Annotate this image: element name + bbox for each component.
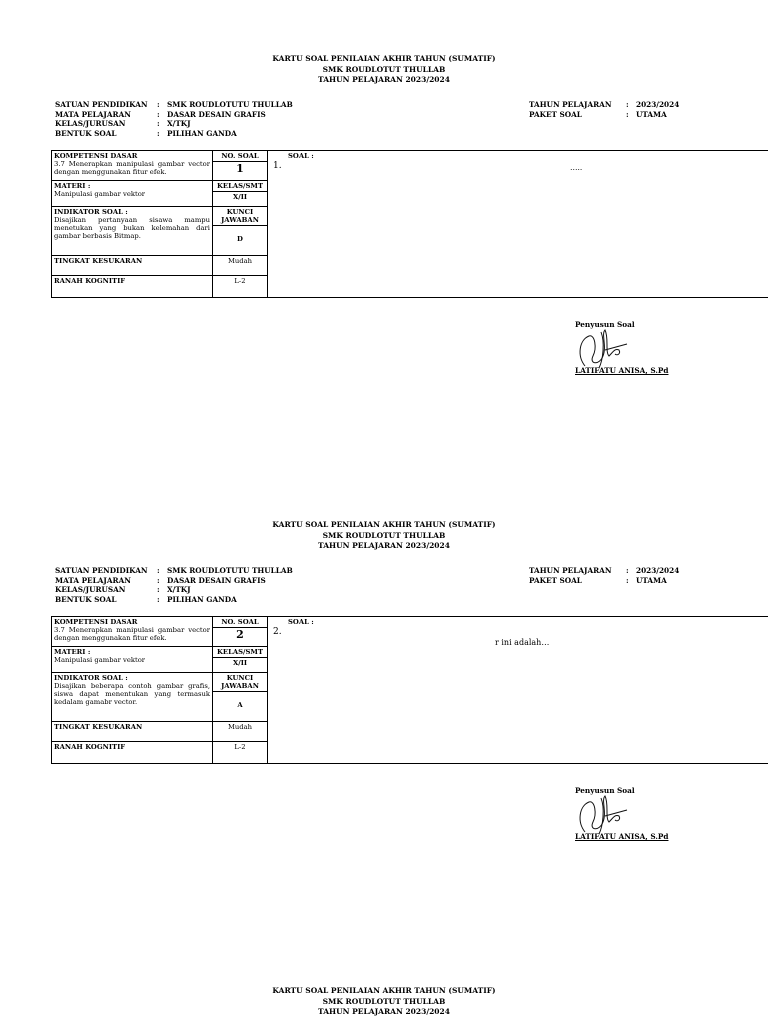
materi-text: Manipulasi gambar vektor [54,656,146,665]
ranah-value: L-2 [213,275,268,297]
kunci-cell [213,673,268,721]
identity-label: SATUAN PENDIDIKAN [55,100,148,109]
kelas-smt-value: X/II [232,659,248,668]
soal-number: 2. [273,627,282,637]
identity-right [529,100,679,119]
tingkat-label: TINGKAT KESUKARAN [52,721,213,741]
materi-label: MATERI : [54,648,91,657]
no-soal-value: 2 [236,628,244,641]
separator: : [157,585,160,595]
indikator-cell [52,673,213,721]
question-table [51,150,768,298]
ranah-label: RANAH KOGNITIF [52,275,213,297]
separator: : [626,109,629,119]
soal-cell [268,151,768,298]
soal-cell [268,617,768,764]
kompetensi-text: 3.7 Menerapkan manipulasi gambar vector dengan menggunakan fitur efek. [54,160,210,176]
identity-label: PAKET SOAL [529,575,582,585]
identity-label: TAHUN PELAJARAN [529,566,612,575]
card-header [0,520,768,552]
separator: : [157,100,160,109]
identity-label: KELAS/JURUSAN [55,119,126,129]
indikator-text: Disajikan pertanyaan sisawa mampu menetukan yang bukan kelemahan dari gambar berbasis Bitmap. [54,216,210,241]
separator: : [157,109,160,119]
kelas-smt-value: X/II [232,193,248,202]
question-table [51,616,768,764]
header-school: SMK ROUDLOTUT THULLAB [322,530,446,540]
identity-value: UTAMA [636,575,667,585]
soal-text: ….. [570,163,583,172]
soal-label: SOAL : [288,152,314,160]
materi-cell [52,181,213,207]
identity-value: PILIHAN GANDA [167,594,237,604]
identity-label: MATA PELAJARAN [55,109,131,119]
indikator-label: INDIKATOR SOAL : [54,208,128,217]
kunci-value: A [237,701,243,710]
separator: : [157,128,160,138]
soal-text: r ini adalah… [495,638,550,647]
kunci-value: D [237,235,243,244]
kelas-smt-label: KELAS/SMT [213,181,267,192]
card-header [0,54,768,86]
identity-value: PILIHAN GANDA [167,128,237,138]
tingkat-value: Mudah [213,255,268,275]
identity-label: PAKET SOAL [529,109,582,119]
identity-label: BENTUK SOAL [55,128,117,138]
separator: : [157,575,160,585]
soal-label: SOAL : [288,618,314,626]
ranah-label: RANAH KOGNITIF [52,741,213,763]
identity-right [529,566,679,585]
header-year: TAHUN PELAJARAN 2023/2024 [318,75,450,84]
kunci-label: KUNCI JAWABAN [213,207,267,226]
signer-role: Penyusun Soal [575,786,635,795]
no-soal-cell [213,151,268,181]
materi-label: MATERI : [54,182,91,191]
separator: : [626,575,629,585]
signature-icon [575,792,635,836]
identity-value: 2023/2024 [636,566,680,575]
kunci-cell [213,207,268,255]
no-soal-cell [213,617,268,647]
header-school: SMK ROUDLOTUT THULLAB [322,996,446,1006]
tingkat-value: Mudah [213,721,268,741]
kompetensi-cell [52,151,213,181]
kelas-smt-label: KELAS/SMT [213,647,267,658]
identity-value: DASAR DESAIN GRAFIS [167,109,266,119]
signer-role: Penyusun Soal [575,320,635,329]
header-title: KARTU SOAL PENILAIAN AKHIR TAHUN (SUMATIF) [272,986,496,995]
signature-icon [575,326,635,370]
kunci-label: KUNCI JAWABAN [213,673,267,692]
kelas-smt-cell [213,647,268,673]
separator: : [157,119,160,129]
card-header-3 [0,986,768,1018]
identity-value: DASAR DESAIN GRAFIS [167,575,266,585]
no-soal-value: 1 [236,162,244,175]
indikator-cell [52,207,213,255]
identity-label: MATA PELAJARAN [55,575,131,585]
separator: : [157,594,160,604]
header-year: TAHUN PELAJARAN 2023/2024 [318,541,450,550]
identity-value: 2023/2024 [636,100,680,109]
identity-label: KELAS/JURUSAN [55,585,126,595]
kompetensi-label: KOMPETENSI DASAR [54,618,138,626]
kompetensi-cell [52,617,213,647]
identity-value: X/TKJ [167,585,191,595]
indikator-text: Disajikan beberapa contoh gambar grafis, siswa dapat menentukan yang termasuk kedalam gamabr vector. [54,682,210,707]
identity-label: BENTUK SOAL [55,594,117,604]
header-school: SMK ROUDLOTUT THULLAB [322,64,446,74]
identity-left [55,100,293,138]
identity-left [55,566,293,604]
separator: : [157,566,160,575]
identity-label: TAHUN PELAJARAN [529,100,612,109]
ranah-value: L-2 [213,741,268,763]
header-year: TAHUN PELAJARAN 2023/2024 [318,1007,450,1016]
separator: : [626,100,629,109]
tingkat-label: TINGKAT KESUKARAN [52,255,213,275]
no-soal-label: NO. SOAL [213,617,267,628]
soal-number: 1. [273,161,282,171]
materi-cell [52,647,213,673]
signer-name: LATIFATU ANISA, S.Pd [575,366,669,375]
no-soal-label: NO. SOAL [213,151,267,162]
header-title: KARTU SOAL PENILAIAN AKHIR TAHUN (SUMATIF) [272,54,496,63]
separator: : [626,566,629,575]
kelas-smt-cell [213,181,268,207]
identity-value: X/TKJ [167,119,191,129]
kompetensi-text: 3.7 Menerapkan manipulasi gambar vector dengan menggunakan fitur efek. [54,626,210,642]
identity-value: SMK ROUDLOTUTU THULLAB [167,100,293,109]
materi-text: Manipulasi gambar vektor [54,190,146,199]
header-title: KARTU SOAL PENILAIAN AKHIR TAHUN (SUMATIF) [272,520,496,529]
kompetensi-label: KOMPETENSI DASAR [54,152,138,160]
indikator-label: INDIKATOR SOAL : [54,674,128,683]
identity-value: UTAMA [636,109,667,119]
identity-label: SATUAN PENDIDIKAN [55,566,148,575]
signer-name: LATIFATU ANISA, S.Pd [575,832,669,841]
identity-value: SMK ROUDLOTUTU THULLAB [167,566,293,575]
